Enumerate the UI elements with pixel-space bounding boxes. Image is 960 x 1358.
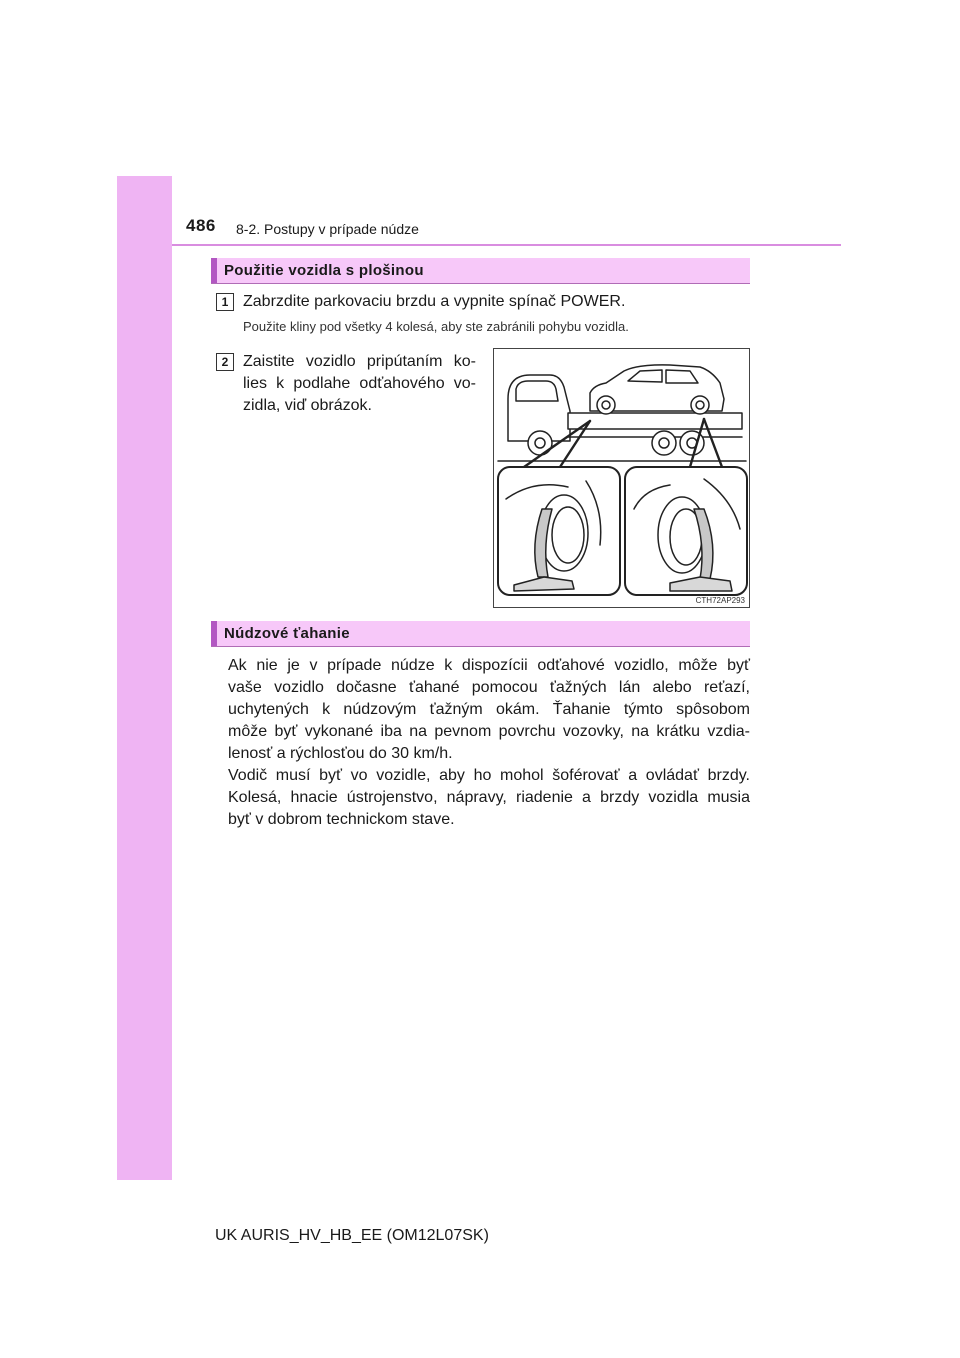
paragraph-line: lenosť a rýchlosťou do 30 km/h. — [228, 745, 453, 762]
paragraph-line: Kolesá, hnacie ústrojenstvo, nápravy, riadenie a brzdy vozidla musia — [228, 789, 750, 806]
step-2-line: lies k podlahe odťahového vo- — [243, 375, 476, 392]
section-title: Núdzové ťahanie — [224, 625, 350, 642]
tow-truck-illustration — [493, 348, 750, 608]
step-1-text: Zabrzdite parkovaciu brzdu a vypnite spínač POWER. — [243, 293, 626, 310]
section-title: Použitie vozidla s plošinou — [224, 262, 424, 279]
paragraph-line: uchytených k núdzovým ťažným okám. Ťahanie týmto spôsobom — [228, 701, 750, 718]
section-header-emergency-towing — [211, 621, 750, 647]
step-2-line: zidla, viď obrázok. — [243, 397, 372, 414]
header-rule — [172, 244, 841, 246]
section-accent — [211, 621, 217, 646]
step-number-2: 2 — [216, 353, 234, 371]
paragraph-line: Ak nie je v prípade núdze k dispozícii odťahové vozidlo, môže byť — [228, 657, 750, 674]
document-id: UK AURIS_HV_HB_EE (OM12L07SK) — [215, 1227, 489, 1244]
section-header-platform — [211, 258, 750, 284]
step-2-line: Zaistite vozidlo pripútaním ko- — [243, 353, 476, 370]
section-accent — [211, 258, 217, 283]
step-2-text — [243, 351, 476, 417]
figure-code: CTH72AP293 — [695, 596, 745, 605]
paragraph-line: môže byť vykonané iba na pevnom povrchu vozovky, na krátku vzdia- — [228, 723, 750, 740]
page-number: 486 — [186, 216, 216, 235]
paragraph-line: vaše vozidlo dočasne ťahané pomocou ťažných lán alebo reťazí, — [228, 679, 750, 696]
step-number-1: 1 — [216, 293, 234, 311]
side-thumb-band — [117, 176, 172, 1180]
emergency-towing-paragraph — [228, 655, 750, 831]
flatbed-tie-down-drawing — [494, 349, 751, 609]
chapter-title: 8-2. Postupy v prípade núdze — [236, 221, 419, 237]
paragraph-line: byť v dobrom technickom stave. — [228, 811, 455, 828]
step-1-note: Použite kliny pod všetky 4 kolesá, aby ste zabránili pohybu vozidla. — [243, 319, 629, 334]
paragraph-line: Vodič musí byť vo vozidle, aby ho mohol šoférovať a ovládať brzdy. — [228, 767, 750, 784]
